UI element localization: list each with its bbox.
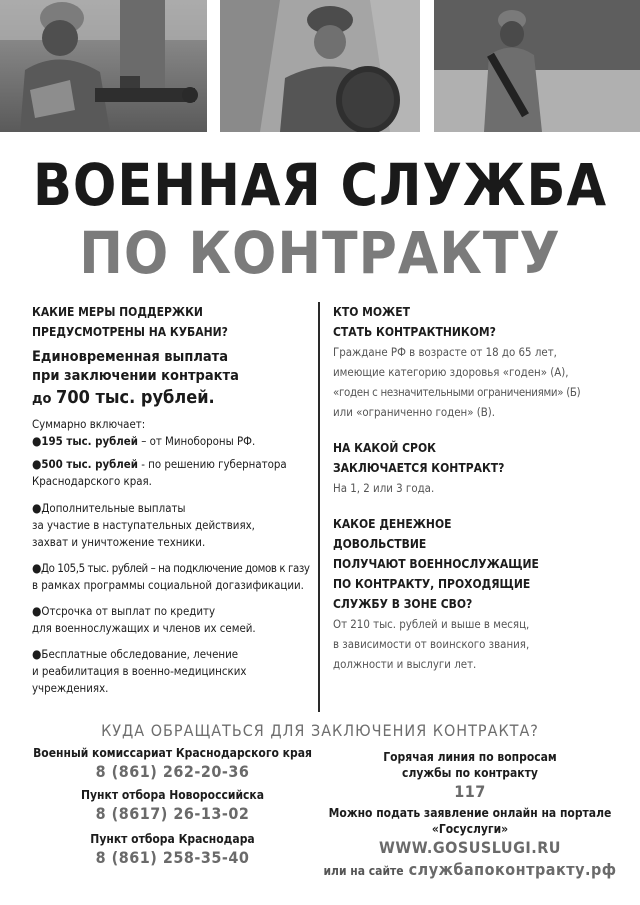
bullet-credit: ●Отсрочка от выплат по кредиту для военнослужащих и членов их семей. — [32, 604, 256, 635]
question-support: КАКИЕ МЕРЫ ПОДДЕРЖКИ ПРЕДУСМОТРЕНЫ НА КУБАНИ? — [32, 305, 228, 339]
right-column — [333, 302, 623, 674]
bullet-500: ●500 тыс. рублей - по решению губернатора Краснодарского края. — [32, 457, 287, 488]
hotline-number[interactable]: 117 — [454, 782, 486, 801]
payment-heading: Единовременная выплата при заключении контракта до 700 тыс. рублей. — [32, 349, 239, 408]
payment-amount: 700 тыс. рублей. — [56, 387, 215, 408]
gosuslugi-link[interactable]: WWW.GOSUSLUGI.RU — [379, 838, 561, 857]
photo-soldier-grenade-launcher — [0, 0, 207, 132]
title-line-2: ПО КОНТРАКТУ — [79, 219, 561, 287]
photo-strip — [0, 0, 640, 132]
answer-term: На 1, 2 или 3 года. — [333, 481, 435, 495]
contract-site-link[interactable]: службапоконтракту.рф — [408, 860, 617, 879]
bullet-extra-payments: ●Дополнительные выплаты за участие в наступательных действиях, захват и уничтожение техники. — [32, 501, 255, 549]
answer-who: Граждане РФ в возрасте от 18 до 65 лет, имеющие категорию здоровья «годен» (А), «годен с незначительными ограничениями» (Б) или «ограниченно годен» (В). — [333, 345, 581, 419]
column-divider — [318, 302, 320, 712]
contact-novorossiysk: Пункт отбора Новороссийска 8 (8617) 26-13-02 — [30, 787, 315, 825]
where-to-apply-heading: КУДА ОБРАЩАТЬСЯ ДЛЯ ЗАКЛЮЧЕНИЯ КОНТРАКТА? — [101, 721, 539, 740]
phone-novorossiysk[interactable]: 8 (8617) 26-13-02 — [95, 804, 250, 823]
title-line-1: ВОЕННАЯ СЛУЖБА — [32, 151, 608, 219]
question-pay: КАКОЕ ДЕНЕЖНОЕ ДОВОЛЬСТВИЕ ПОЛУЧАЮТ ВОЕННОСЛУЖАЩИЕ ПО КОНТРАКТУ, ПРОХОДЯЩИЕ СЛУЖБУ В ЗОНЕ СВО? — [333, 517, 539, 611]
question-who: КТО МОЖЕТ СТАТЬ КОНТРАКТНИКОМ? — [333, 305, 496, 339]
contact-krasnodar: Пункт отбора Краснодара 8 (861) 258-35-40 — [30, 831, 315, 869]
contact-krasnodar-commissariat: Военный комиссариат Краснодарского края 8 (861) 262-20-36 — [30, 745, 315, 783]
hotline-block: Горячая линия по вопросам службы по контракту 117 Можно подать заявление онлайн на портале «Госуслуги» WWW.GOSUSLUGI.RU или на сайте службапоконтракту.рф — [320, 749, 620, 881]
summary-label: Суммарно включает: — [32, 417, 146, 431]
question-term: НА КАКОЙ СРОК ЗАКЛЮЧАЕТСЯ КОНТРАКТ? — [333, 441, 505, 475]
photo-soldier-shield — [220, 0, 420, 132]
phone-commissariat[interactable]: 8 (861) 262-20-36 — [95, 762, 250, 781]
photo-soldier-rifle — [434, 0, 640, 132]
phone-krasnodar[interactable]: 8 (861) 258-35-40 — [95, 848, 250, 867]
answer-pay: От 210 тыс. рублей и выше в месяц, в зависимости от воинского звания, должности и выслуги лет. — [333, 617, 530, 671]
left-column — [32, 302, 314, 697]
bullet-medical: ●Бесплатные обследование, лечение и реабилитация в военно-медицинских учреждениях. — [32, 647, 247, 695]
bullet-gas: ●До 105,5 тыс. рублей – на подключение домов к газу в рамках программы социальной догазификации. — [32, 561, 310, 592]
bullet-195: ●195 тыс. рублей – от Минобороны РФ. — [32, 434, 256, 448]
